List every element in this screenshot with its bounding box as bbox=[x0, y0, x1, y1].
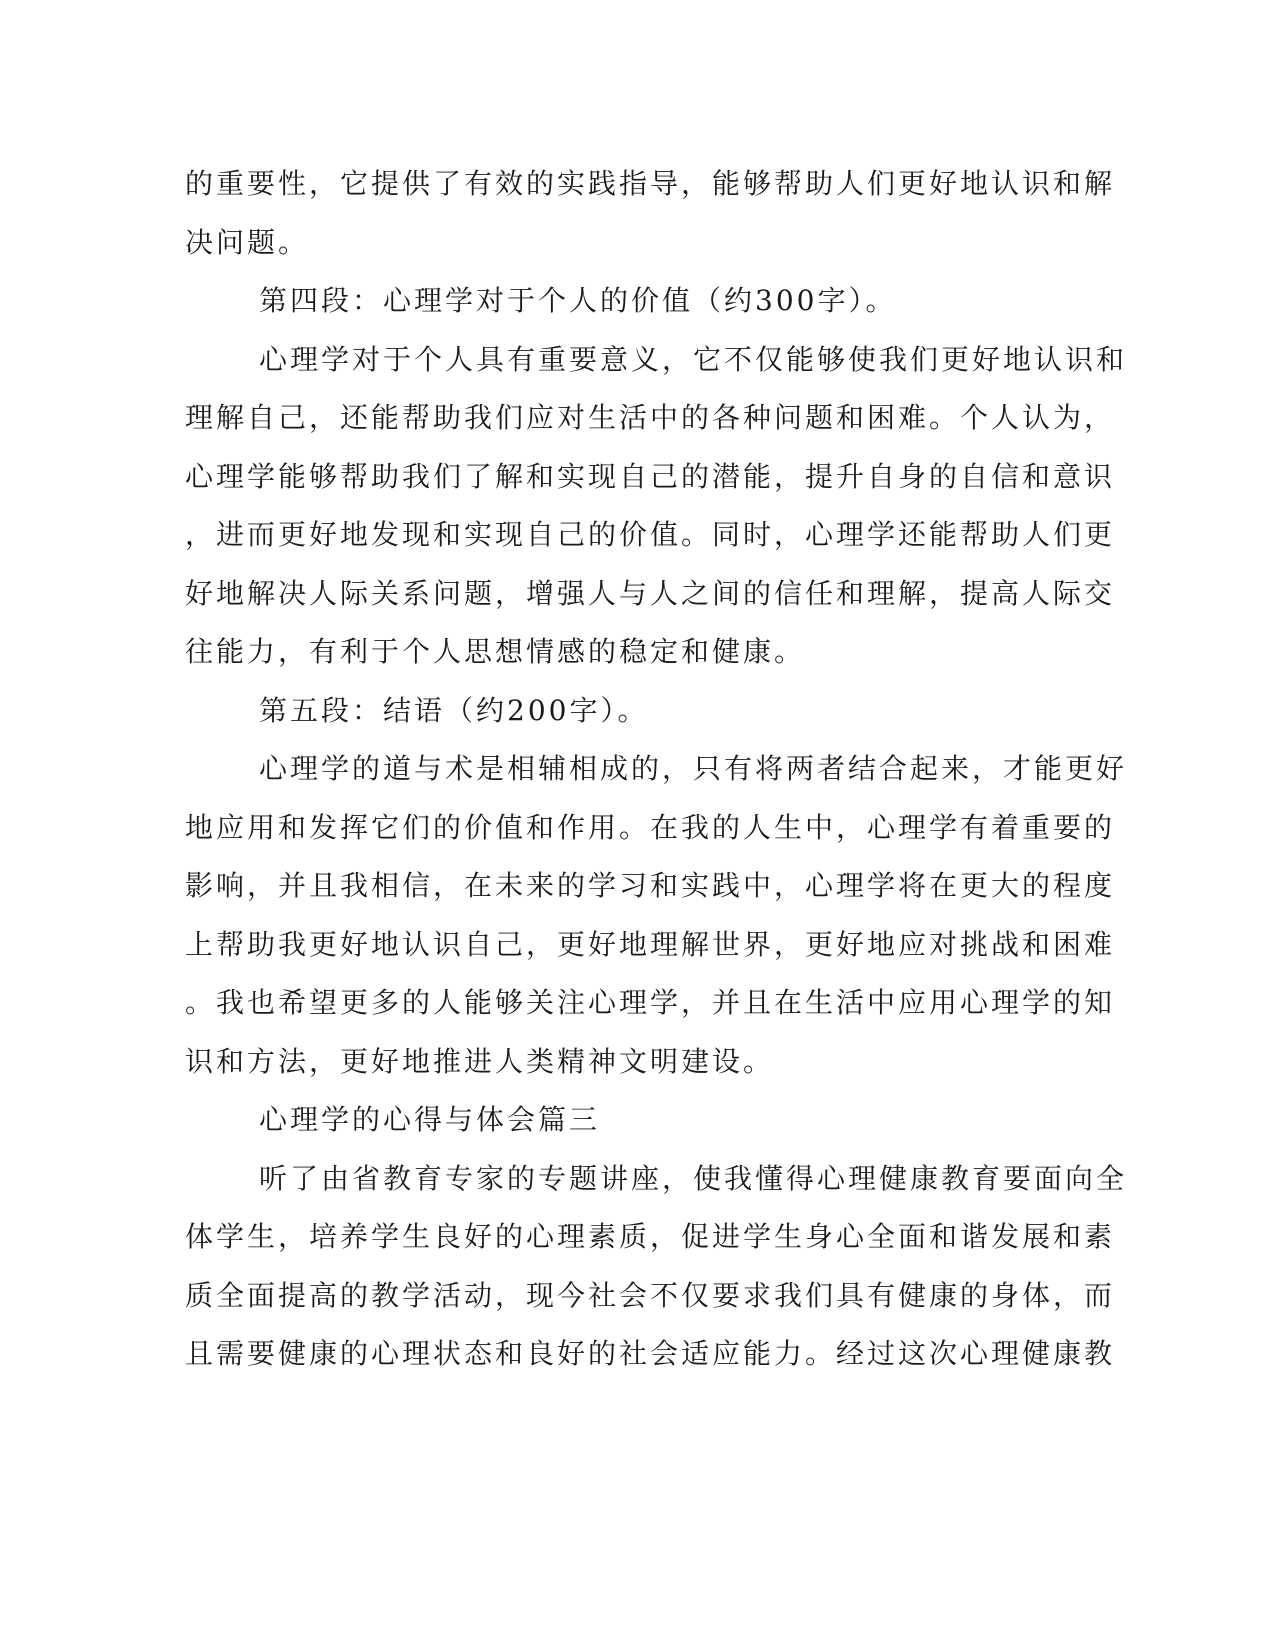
text-line: 好地解决人际关系问题，增强人与人之间的信任和理解，提高人际交 bbox=[185, 576, 1116, 610]
text-line: 质全面提高的教学活动，现今社会不仅要求我们具有健康的身体，而 bbox=[185, 1278, 1116, 1312]
text-line: 听了由省教育专家的专题讲座，使我懂得心理健康教育要面向全 bbox=[259, 1161, 1128, 1195]
text-line: 影响，并且我相信，在未来的学习和实践中，心理学将在更大的程度 bbox=[185, 869, 1116, 902]
text-line: 心理学对于个人具有重要意义，它不仅能够使我们更好地认识和 bbox=[259, 342, 1128, 376]
section-heading-5: 第五段：结语（约200字）。 bbox=[259, 693, 649, 727]
text-line: 地应用和发挥它们的价值和作用。在我的人生中，心理学有着重要的 bbox=[185, 810, 1116, 844]
text-line: 体学生，培养学生良好的心理素质，促进学生身心全面和谐发展和素 bbox=[185, 1220, 1116, 1253]
document-body bbox=[185, 155, 1128, 1384]
section-heading-4: 第四段：心理学对于个人的价值（约300字）。 bbox=[259, 284, 897, 317]
text-line: 识和方法，更好地推进人类精神文明建设。 bbox=[185, 1044, 775, 1078]
text-line: 且需要健康的心理状态和良好的社会适应能力。经过这次心理健康教 bbox=[185, 1337, 1116, 1370]
text-line: 。我也希望更多的人能够关注心理学，并且在生活中应用心理学的知 bbox=[185, 986, 1116, 1019]
text-line: 心理学的道与术是相辅相成的，只有将两者结合起来，才能更好 bbox=[259, 752, 1128, 785]
text-line: ，进而更好地发现和实现自己的价值。同时，心理学还能帮助人们更 bbox=[185, 518, 1116, 551]
text-line: 上帮助我更好地认识自己，更好地理解世界，更好地应对挑战和困难 bbox=[185, 927, 1116, 961]
text-line: 决问题。 bbox=[185, 225, 310, 259]
text-line: 心理学能够帮助我们了解和实现自己的潜能，提升自身的自信和意识 bbox=[185, 459, 1116, 493]
article-title: 心理学的心得与体会篇三 bbox=[259, 1103, 601, 1136]
text-line: 往能力，有利于个人思想情感的稳定和健康。 bbox=[185, 635, 806, 668]
text-line: 的重要性，它提供了有效的实践指导，能够帮助人们更好地认识和解 bbox=[185, 167, 1116, 200]
text-line: 理解自己，还能帮助我们应对生活中的各种问题和困难。个人认为， bbox=[185, 401, 1116, 434]
